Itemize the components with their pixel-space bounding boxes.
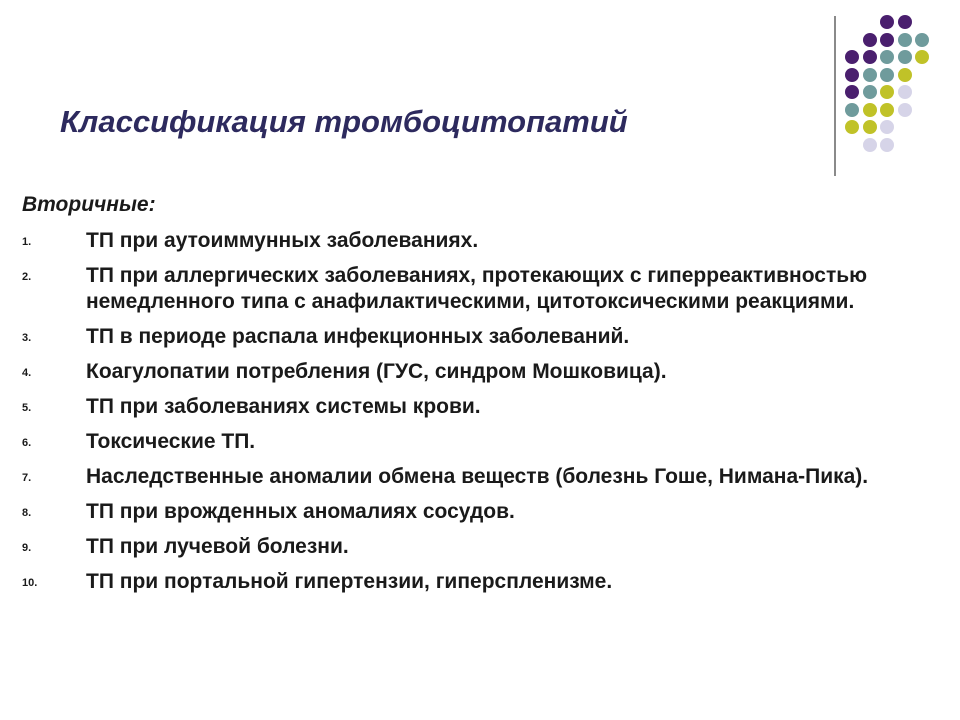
list-item-text: Токсические ТП.	[86, 430, 256, 453]
decorative-dot	[880, 50, 894, 64]
decorative-dot	[898, 50, 912, 64]
list-item-number: 1.	[22, 236, 32, 248]
decorative-dot	[880, 33, 894, 47]
decorative-dot	[898, 33, 912, 47]
list-item	[22, 394, 942, 420]
list-item	[22, 324, 942, 350]
list-item-number: 6.	[22, 437, 32, 449]
list-item-text: ТП при заболеваниях системы крови.	[86, 395, 481, 418]
decorative-dot	[845, 120, 859, 134]
list-item-number: 7.	[22, 472, 32, 484]
list-item-text: ТП в периоде распала инфекционных заболеваний.	[86, 325, 630, 348]
decorative-dot	[915, 33, 929, 47]
decorative-dot	[863, 103, 877, 117]
decorative-dot	[880, 15, 894, 29]
list-item-number: 3.	[22, 332, 32, 344]
decorative-divider-line	[834, 16, 836, 176]
list-item-text: ТП при аутоиммунных заболеваниях.	[86, 229, 479, 252]
list-item-number: 2.	[22, 271, 32, 283]
decorative-dot	[898, 85, 912, 99]
list-item	[22, 464, 942, 490]
list-item-text: ТП при лучевой болезни.	[86, 535, 349, 558]
decorative-dot	[880, 138, 894, 152]
decorative-dot	[863, 138, 877, 152]
list-item-number: 10.	[22, 577, 38, 589]
decorative-dot	[845, 68, 859, 82]
list-item-text: ТП при врожденных аномалиях сосудов.	[86, 500, 515, 523]
decorative-dot	[898, 68, 912, 82]
decorative-dot	[880, 103, 894, 117]
list-item-text: Коагулопатии потребления (ГУС, синдром Мошковица).	[86, 360, 667, 383]
decorative-dot	[863, 85, 877, 99]
list-item-text: ТП при портальной гипертензии, гиперспленизме.	[86, 570, 613, 593]
decorative-dot	[863, 120, 877, 134]
list-item	[22, 429, 942, 455]
classification-list	[22, 228, 942, 604]
section-subtitle: Вторичные:	[22, 193, 156, 216]
list-item-number: 5.	[22, 402, 32, 414]
decorative-dot	[898, 15, 912, 29]
decorative-dot	[863, 50, 877, 64]
decorative-dot	[845, 50, 859, 64]
list-item-number: 8.	[22, 507, 32, 519]
decorative-dot	[845, 103, 859, 117]
decorative-dot	[880, 68, 894, 82]
decorative-dot	[863, 33, 877, 47]
decorative-dot	[880, 120, 894, 134]
list-item-number: 4.	[22, 367, 32, 379]
list-item-text: ТП при аллергических заболеваниях, протекающих с гиперреактивностью немедленного типа с анафилактическими, цитотоксическими реакциями.	[86, 264, 868, 313]
slide-title: Классификация тромбоцитопатий	[60, 104, 628, 139]
decorative-dot	[863, 68, 877, 82]
list-item-text: Наследственные аномалии обмена веществ (болезнь Гоше, Нимана-Пика).	[86, 465, 869, 488]
list-item	[22, 359, 942, 385]
list-item	[22, 228, 942, 254]
list-item	[22, 534, 942, 560]
list-item	[22, 499, 942, 525]
list-item-number: 9.	[22, 542, 32, 554]
decorative-dot	[898, 103, 912, 117]
decorative-dot	[915, 50, 929, 64]
list-item	[22, 263, 942, 315]
list-item	[22, 569, 942, 595]
decorative-dot	[845, 85, 859, 99]
decorative-dot	[880, 85, 894, 99]
